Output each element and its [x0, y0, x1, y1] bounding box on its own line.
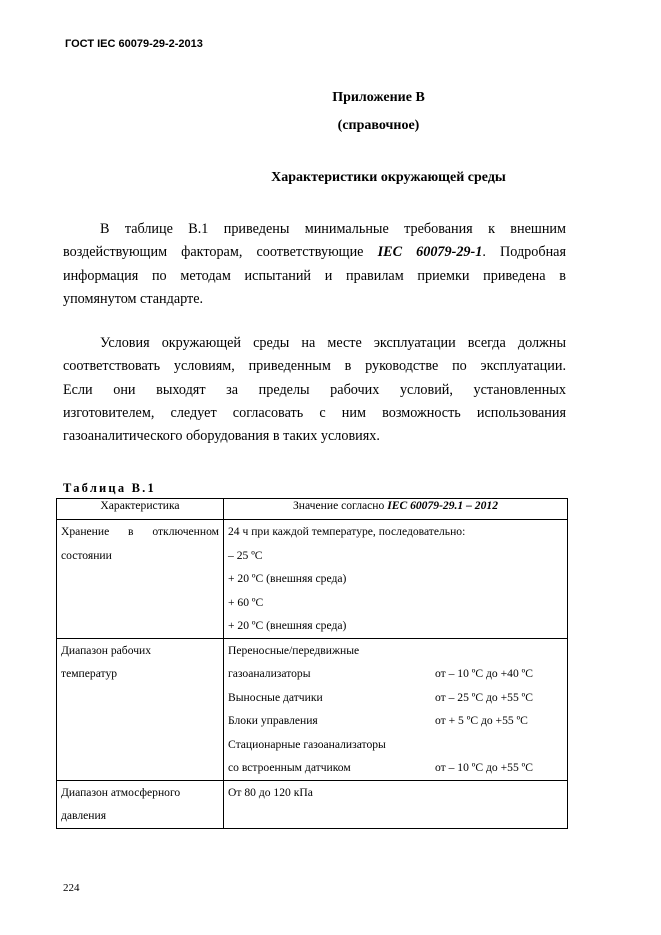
row-2-line-6-value: от – 10 ºС до +55 ºС — [435, 761, 533, 774]
paragraph-1-line-2 — [63, 241, 566, 264]
table-row — [57, 780, 568, 828]
paragraph-2-line-4: изготовителем, следует согласовать с ним возможность использования — [63, 404, 566, 421]
row-2-line-1: Переносные/передвижные — [228, 643, 360, 657]
row-3-name-line-2: давления — [61, 809, 107, 822]
page-number: 224 — [63, 882, 80, 894]
row-3-name — [57, 780, 224, 828]
paragraph-2-line-3: Если они выходят за пределы рабочих условий, установленных — [63, 381, 566, 398]
row-2-line-2 — [228, 662, 563, 686]
paragraph-1-line-1: В таблице В.1 приведены минимальные требования к внешним — [100, 221, 566, 237]
table-row — [57, 520, 568, 639]
row-2-line-3 — [228, 686, 563, 710]
paragraph-1-line-2-text: воздействующим факторам, соответствующие — [63, 244, 378, 261]
paragraph-1-line-2-tail: . Подробная — [482, 244, 566, 261]
row-2-line-4 — [228, 709, 563, 733]
row-2-name-line-2: температур — [61, 667, 118, 680]
row-3-name-line-1: Диапазон атмосферного — [61, 785, 181, 799]
row-2-name-line-1: Диапазон рабочих — [61, 643, 152, 657]
header-value — [224, 499, 568, 520]
paragraph-1-line-4: упомянутом стандарте. — [63, 290, 204, 307]
table-row — [57, 638, 568, 780]
paragraph-2-line-5: газоаналитического оборудования в таких условиях. — [63, 428, 380, 445]
paragraph-1 — [63, 218, 566, 311]
header-characteristic: Характеристика — [57, 499, 224, 520]
table-caption: Таблица В.1 — [63, 481, 156, 495]
header-standard: IEC 60079-29.1 – 2012 — [387, 499, 498, 512]
document-code: ГОСТ IEC 60079-29-2-2013 — [65, 38, 203, 50]
paragraph-2 — [63, 332, 566, 448]
row-1-name-line-2: состоянии — [61, 548, 112, 562]
row-3-value-line-1: От 80 до 120 кПа — [228, 785, 313, 799]
standard-reference: IEC 60079-29-1 — [377, 244, 483, 261]
annex-title: Приложение В — [332, 90, 425, 105]
row-2-line-2-label: газоанализаторы — [228, 667, 311, 680]
row-2-line-6 — [228, 756, 563, 780]
row-2-line-4-value: от + 5 ºС до +55 ºС — [435, 714, 528, 727]
row-1-value-line-4: + 60 ºС — [228, 595, 264, 609]
row-2-value — [224, 638, 568, 780]
row-3-value — [224, 780, 568, 828]
row-2-line-4-label: Блоки управления — [228, 714, 318, 727]
paragraph-2-line-1: Условия окружающей среды на месте эксплуатации всегда должны — [100, 335, 566, 351]
annex-heading: Характеристики окружающей среды — [271, 170, 506, 185]
row-2-line-3-value: от – 25 ºС до +55 ºС — [435, 690, 533, 704]
row-2-name — [57, 638, 224, 780]
row-1-name-line-1: Хранение в отключенном — [61, 525, 219, 538]
row-2-line-3-label: Выносные датчики — [228, 690, 323, 704]
environment-table — [56, 498, 568, 829]
header-value-text: Значение согласно — [292, 499, 388, 512]
table-header-row — [57, 499, 568, 520]
row-1-value-line-1: 24 ч при каждой температуре, последовательно: — [228, 525, 466, 538]
row-2-line-5: Стационарные газоанализаторы — [228, 737, 386, 751]
row-1-value-line-2: – 25 ºС — [228, 548, 263, 562]
row-1-value-line-5: + 20 ºС (внешняя среда) — [228, 619, 347, 632]
annex-subtitle: (справочное) — [337, 118, 420, 133]
row-1-value — [224, 520, 568, 639]
row-2-line-2-value: от – 10 ºС до +40 ºС — [435, 667, 533, 680]
row-1-value-line-3: + 20 ºС (внешняя среда) — [228, 572, 347, 585]
row-2-line-6-label: со встроенным датчиком — [228, 761, 351, 774]
paragraph-2-line-2: соответствовать условиям, приведенным в руководстве по эксплуатации. — [63, 358, 566, 375]
row-1-name — [57, 520, 224, 639]
paragraph-1-line-3: информация по методам испытаний и правилам приемки приведена в — [63, 267, 566, 284]
